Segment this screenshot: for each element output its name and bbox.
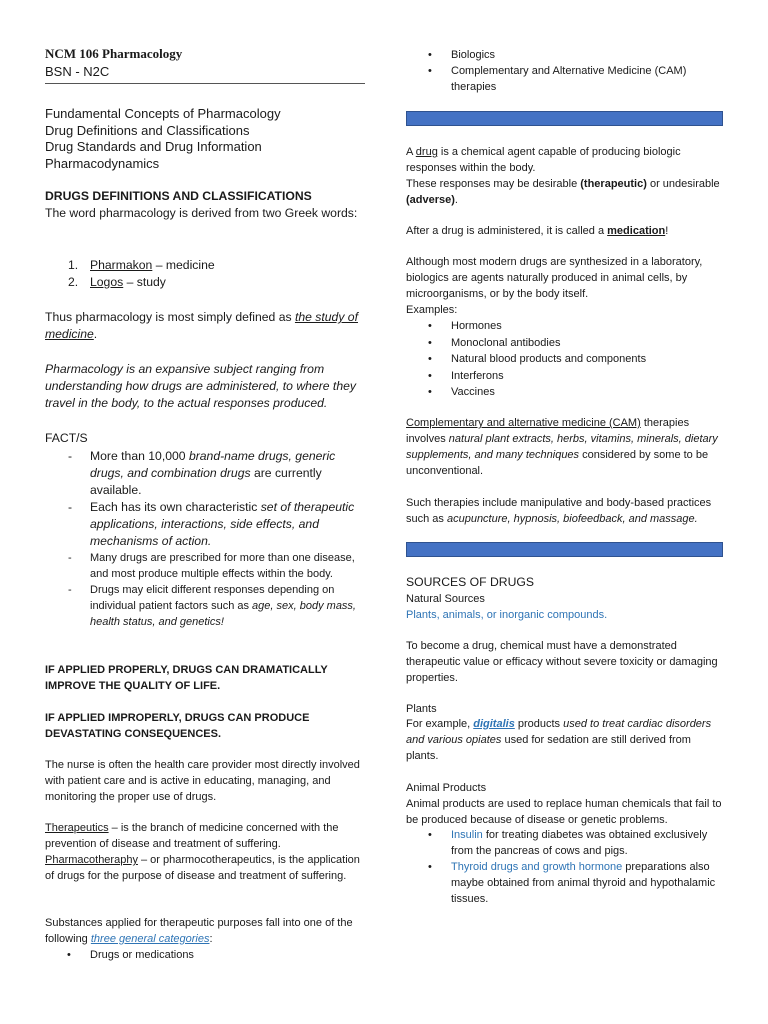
list-item: - Many drugs are prescribed for more than one disease, and most produce multiple effects within the body.: [45, 550, 365, 582]
animal-products-heading: Animal Products: [406, 782, 487, 794]
greek-words-list: [45, 257, 365, 291]
plants-text: For example, digitalis products used to treat cardiac disorders and various opiates used for sedation are still derived from plants.: [406, 718, 712, 762]
applied-improperly-text: IF APPLIED IMPROPERLY, DRUGS CAN PRODUCE DEVASTATING CONSEQUENCES.: [45, 712, 310, 740]
applied-properly-text: IF APPLIED PROPERLY, DRUGS CAN DRAMATICALLY IMPROVE THE QUALITY OF LIFE.: [45, 664, 328, 692]
plants-heading: Plants: [406, 703, 437, 715]
natural-sources-heading: Natural Sources: [406, 593, 485, 605]
list-item: • Natural blood products and components: [406, 351, 726, 368]
list-item: • Interferons: [406, 368, 726, 385]
list-item: • Thyroid drugs and growth hormone preparations also maybe obtained from animal thyroid and hypothalamic tissues.: [406, 859, 726, 907]
pharmacotheraphy-definition: Pharmacotheraphy – or pharmocotherapeutics, is the application of drugs for the purpose of disease and treatment of suffering.: [45, 854, 360, 882]
examples-label: Examples:: [406, 304, 458, 316]
categories-list-left: [45, 947, 365, 963]
blue-divider-bar: [406, 542, 723, 557]
list-item: 2. Logos – study: [68, 275, 166, 289]
animal-products-text: Animal products are used to replace human chemicals that fail to be produced because of disease or genetic problems.: [406, 798, 722, 826]
list-item: 1. Pharmakon – medicine: [68, 258, 215, 272]
categories-list-right: [406, 47, 726, 95]
drug-definition: A drug is a chemical agent capable of producing biologic responses within the body. These responses may be desirable (therapeutic) or undesirable (adverse).: [406, 146, 720, 206]
list-item: • Insulin for treating diabetes was obtained exclusively from the pancreas of cows and pigs.: [406, 827, 726, 859]
categories-link[interactable]: three general categories: [90, 933, 210, 945]
sources-heading: SOURCES OF DRUGS: [406, 575, 534, 589]
topic-item: Drug Standards and Drug Information: [45, 139, 262, 154]
list-item: • Hormones: [406, 318, 726, 335]
course-title: NCM 106 Pharmacology: [45, 46, 183, 61]
list-item: - More than 10,000 brand-name drugs, generic drugs, and combination drugs are currently available.: [45, 448, 365, 499]
topic-item: Fundamental Concepts of Pharmacology: [45, 106, 281, 121]
list-item: • Vaccines: [406, 384, 726, 401]
list-item: - Drugs may elicit different responses depending on individual patient factors such as age, sex, body mass, health status, and genetics!: [45, 582, 365, 630]
topic-item: Pharmacodynamics: [45, 155, 160, 171]
intro-text: The word pharmacology is derived from two Greek words:: [45, 206, 358, 220]
topic-item: Drug Definitions and Classifications: [45, 122, 250, 138]
biologics-text: Although most modern drugs are synthesized in a laboratory, biologics are agents naturally produced in animal cells, by microorganisms, or by the body itself.: [406, 256, 703, 300]
become-drug-text: To become a drug, chemical must have a demonstrated therapeutic value or efficacy without severe toxicity or damaging properties.: [406, 640, 718, 684]
topics-list: [45, 106, 365, 172]
list-item: • Biologics: [406, 47, 726, 63]
blue-divider-bar: [406, 111, 723, 126]
facts-list: [45, 448, 365, 630]
animal-products-list: [406, 827, 726, 907]
therapeutics-definition: Therapeutics – is the branch of medicine concerned with the prevention of disease and treatment of suffering.: [45, 822, 339, 850]
natural-sources-types: Plants, animals, or inorganic compounds.: [406, 609, 608, 621]
section-label: BSN - N2C: [45, 64, 110, 79]
list-item: - Each has its own characteristic set of therapeutic applications, interactions, side effects, and mechanisms of action.: [45, 499, 365, 550]
header-rule: [45, 83, 365, 84]
digitalis-link[interactable]: digitalis: [473, 718, 515, 730]
medication-text: After a drug is administered, it is called a medication!: [406, 225, 669, 237]
list-item: • Drugs or medications: [45, 947, 365, 963]
cam-text: Complementary and alternative medicine (CAM) therapies involves natural plant extracts, herbs, vitamins, minerals, dietary supplements, and many techniques considered by some to be unconventional.: [406, 417, 718, 477]
definition-text: Thus pharmacology is most simply defined as the study of medicine.: [45, 310, 358, 341]
examples-list: [406, 318, 726, 401]
facts-heading: FACT/S: [45, 431, 88, 445]
list-item: • Monoclonal antibodies: [406, 335, 726, 352]
list-item: • Complementary and Alternative Medicine (CAM) therapies: [406, 63, 726, 95]
substances-text: Substances applied for therapeutic purposes fall into one of the following three general categories:: [45, 917, 353, 945]
therapies-text: Such therapies include manipulative and body-based practices such as acupuncture, hypnosis, biofeedback, and massage.: [406, 497, 712, 525]
expansive-text: Pharmacology is an expansive subject ranging from understanding how drugs are administered, to where they travel in the body, to the actual responses produced.: [45, 362, 356, 410]
nurse-text: The nurse is often the health care provider most directly involved with patient care and is active in educating, managing, and monitoring the proper use of drugs.: [45, 759, 360, 803]
section-heading: DRUGS DEFINITIONS AND CLASSIFICATIONS: [45, 189, 312, 203]
